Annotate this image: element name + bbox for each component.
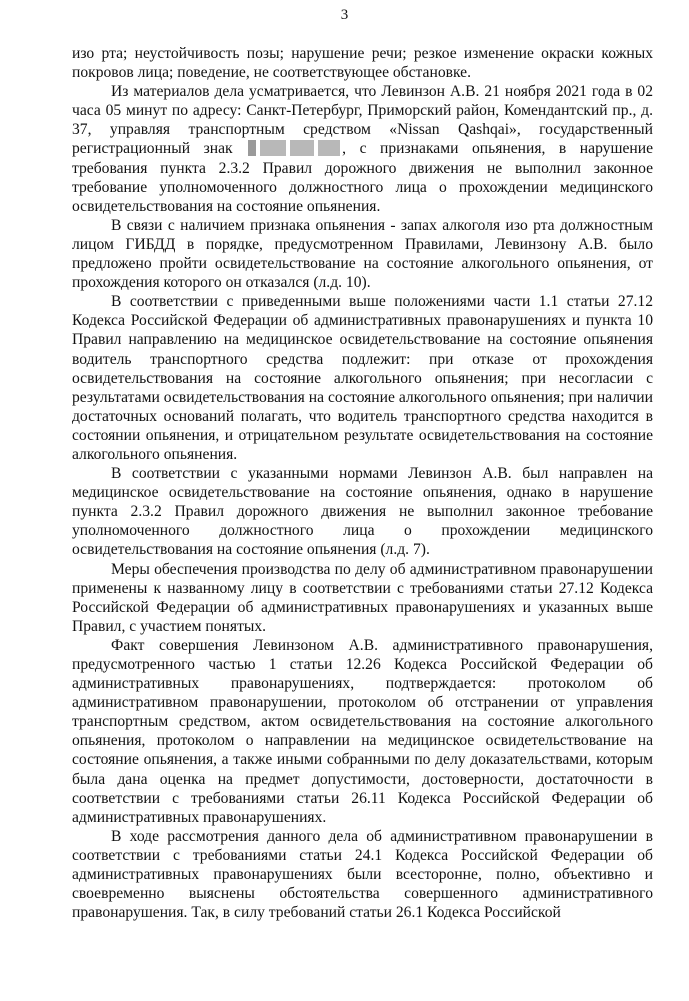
paragraph-8: В ходе рассмотрения данного дела об административном правонарушении в соответствии с требованиями статьи 24.1 Кодекса Российской Федерации об административных правонарушениях были всесторонне, полно, объективно и своевременно выяснены обстоятельства совершенного административного правонарушения. Так, в силу требований статьи 26.1 Кодекса Российской [72, 827, 653, 922]
paragraph-4: В соответствии с приведенными выше положениями части 1.1 статьи 27.12 Кодекса Российской Федерации об административных правонарушениях и пункта 10 Правил направлению на медицинское освидетельствование на состояние опьянения водитель транспортного средства подлежит: при отказе от прохождения освидетельствования на состояние алкогольного опьянения; при несогласии с результатами освидетельствования на состояние алкогольного опьянения; при наличии достаточных оснований полагать, что водитель транспортного средства находится в состоянии опьянения, и отрицательном результате освидетельствования на состояние алкогольного опьянения. [72, 293, 653, 463]
redaction-block-4 [318, 140, 340, 156]
paragraph-1: изо рта; неустойчивость позы; нарушение речи; резкое изменение окраски кожных покровов лица; поведение, не соответствующее обстановке. [72, 45, 653, 82]
paragraph-2 [72, 82, 653, 216]
paragraph-2-text-before: Из материалов дела усматривается, что Левинзон А.В. 21 ноября 2021 года в 02 часа 05 минут по адресу: Санкт-Петербург, Приморский район, Комендантский пр., д. 37, управляя транспортным средством «Nissan Qashqai», государственный регистрационный знак [72, 83, 653, 158]
paragraph-5: В соответствии с указанными нормами Левинзон А.В. был направлен на медицинское освидетельствование на состояние опьянения, однако в нарушение пункта 2.3.2 Правил дорожного движения не выполнил законное требование уполномоченного должностного лица о прохождении медицинского освидетельствования на состояние опьянения (л.д. 7). [72, 465, 653, 559]
paragraph-7: Факт совершения Левинзоном А.В. административного правонарушения, предусмотренного частью 1 статьи 12.26 Кодекса Российской Федерации об административных правонарушениях, подтверждается: протоколом об административном правонарушении, протоколом об отстранении от управления транспортным средством, актом освидетельствования на состояние алкогольного опьянения, протоколом о направлении на медицинское освидетельствование на состояние опьянения, а также иными собранными по делу доказательствами, которым была дана оценка на предмет допустимости, достоверности, достаточности в соответствии с требованиями статьи 26.11 Кодекса Российской Федерации об административных правонарушениях. [72, 636, 653, 826]
redaction-block-3 [290, 140, 314, 156]
page-number: 3 [340, 7, 349, 23]
paragraph-6: Меры обеспечения производства по делу об административном правонарушении применены к названному лицу в соответствии с требованиями статьи 27.12 Кодекса Российской Федерации об административных правонарушениях и указанных выше Правил, с участием понятых. [72, 560, 653, 635]
redaction-block-1 [248, 140, 256, 156]
redaction-block-2 [260, 140, 286, 156]
document-body [72, 44, 653, 922]
paragraph-3: В связи с наличием признака опьянения - запах алкоголя изо рта должностным лицом ГИБДД в порядке, предусмотренном Правилами, Левинзону А.В. было предложено пройти освидетельствование на состояние алкогольного опьянения, от прохождения которого он отказался (л.д. 10). [72, 216, 653, 292]
paragraph-2-text-after: , с признаками опьянения, в нарушение требования пункта 2.3.2 Правил дорожного движения не выполнил законное требование уполномоченного должностного лица о прохождении медицинского освидетельствования на состояние опьянения. [72, 140, 653, 215]
